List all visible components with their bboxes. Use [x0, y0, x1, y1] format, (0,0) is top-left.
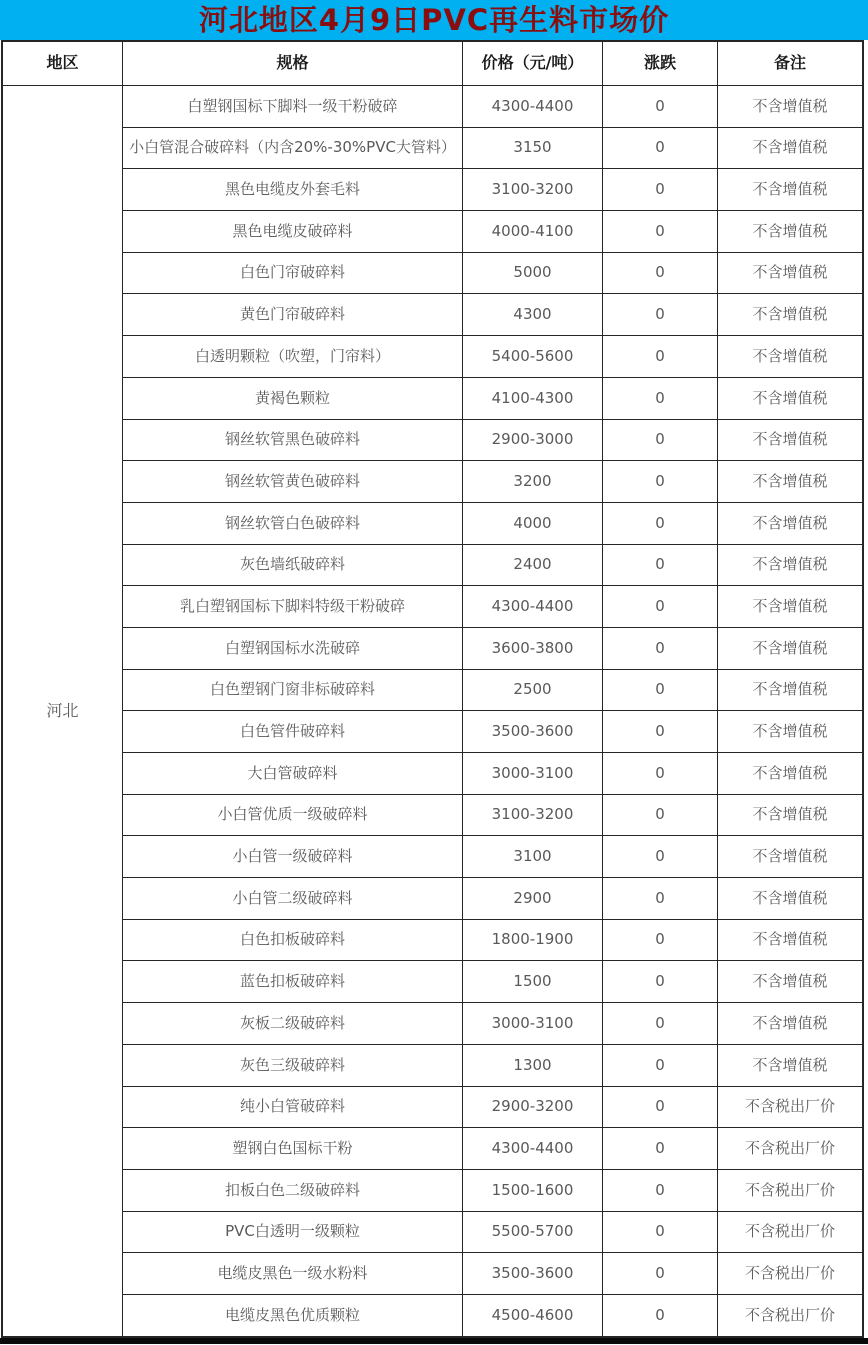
change-cell: 0	[603, 878, 717, 919]
price-cell: 2500	[463, 670, 602, 711]
change-cell: 0	[603, 1003, 717, 1044]
change-cell: 0	[603, 628, 717, 669]
price-cell: 3500-3600	[463, 711, 602, 752]
spec-cell: 黑色电缆皮破碎料	[123, 211, 462, 252]
spec-cell: 电缆皮黑色一级水粉料	[123, 1253, 462, 1294]
price-cell: 3200	[463, 461, 602, 502]
spec-cell: 白透明颗粒（吹塑，门帘料）	[123, 336, 462, 377]
page-title: 河北地区4月9日PVC再生料市场价	[198, 2, 670, 37]
region-cell: 河北	[3, 86, 122, 1336]
change-cell: 0	[603, 1170, 717, 1211]
spec-cell: 小白管优质一级破碎料	[123, 795, 462, 836]
remark-cell: 不含增值税	[718, 795, 862, 836]
price-cell: 1300	[463, 1045, 602, 1086]
change-cell: 0	[603, 1295, 717, 1336]
remark-cell: 不含增值税	[718, 836, 862, 877]
change-cell: 0	[603, 1212, 717, 1253]
price-table	[1, 40, 864, 1338]
change-cell: 0	[603, 836, 717, 877]
change-cell: 0	[603, 1253, 717, 1294]
spec-cell: 钢丝软管黑色破碎料	[123, 420, 462, 461]
remark-cell: 不含增值税	[718, 878, 862, 919]
remark-cell: 不含增值税	[718, 711, 862, 752]
remark-cell: 不含增值税	[718, 670, 862, 711]
spec-cell: 塑钢白色国标干粉	[123, 1128, 462, 1169]
col-header-change: 涨跌	[603, 42, 717, 85]
bottom-border-bar	[0, 1338, 868, 1344]
change-cell: 0	[603, 711, 717, 752]
spec-cell: 白塑钢国标水洗破碎	[123, 628, 462, 669]
remark-cell: 不含增值税	[718, 628, 862, 669]
change-cell: 0	[603, 961, 717, 1002]
price-cell: 4000-4100	[463, 211, 602, 252]
price-cell: 1800-1900	[463, 920, 602, 961]
price-cell: 3150	[463, 128, 602, 169]
remark-cell: 不含增值税	[718, 253, 862, 294]
price-cell: 4000	[463, 503, 602, 544]
spec-cell: 钢丝软管黄色破碎料	[123, 461, 462, 502]
spec-cell: 白色管件破碎料	[123, 711, 462, 752]
price-cell: 3100-3200	[463, 795, 602, 836]
remark-cell: 不含增值税	[718, 961, 862, 1002]
price-cell: 4300-4400	[463, 586, 602, 627]
price-cell: 3000-3100	[463, 753, 602, 794]
change-cell: 0	[603, 753, 717, 794]
remark-cell: 不含增值税	[718, 586, 862, 627]
col-header-remark: 备注	[718, 42, 862, 85]
spec-cell: 乳白塑钢国标下脚料特级干粉破碎	[123, 586, 462, 627]
price-cell: 4500-4600	[463, 1295, 602, 1336]
remark-cell: 不含增值税	[718, 128, 862, 169]
remark-cell: 不含增值税	[718, 86, 862, 127]
change-cell: 0	[603, 1128, 717, 1169]
change-cell: 0	[603, 294, 717, 335]
col-header-price: 价格（元/吨）	[463, 42, 602, 85]
remark-cell: 不含税出厂价	[718, 1087, 862, 1128]
change-cell: 0	[603, 795, 717, 836]
change-cell: 0	[603, 378, 717, 419]
remark-cell: 不含增值税	[718, 336, 862, 377]
change-cell: 0	[603, 253, 717, 294]
price-cell: 5400-5600	[463, 336, 602, 377]
spec-cell: 黄褐色颗粒	[123, 378, 462, 419]
change-cell: 0	[603, 670, 717, 711]
price-cell: 4100-4300	[463, 378, 602, 419]
spec-cell: PVC白透明一级颗粒	[123, 1212, 462, 1253]
spec-cell: 小白管混合破碎料（内含20%-30%PVC大管料）	[123, 128, 462, 169]
spec-cell: 黄色门帘破碎料	[123, 294, 462, 335]
remark-cell: 不含增值税	[718, 420, 862, 461]
price-cell: 4300-4400	[463, 86, 602, 127]
price-cell: 2900	[463, 878, 602, 919]
spec-cell: 蓝色扣板破碎料	[123, 961, 462, 1002]
change-cell: 0	[603, 1045, 717, 1086]
remark-cell: 不含增值税	[718, 169, 862, 210]
price-cell: 2900-3000	[463, 420, 602, 461]
price-cell: 1500-1600	[463, 1170, 602, 1211]
remark-cell: 不含增值税	[718, 1003, 862, 1044]
price-cell: 3100	[463, 836, 602, 877]
remark-cell: 不含税出厂价	[718, 1170, 862, 1211]
change-cell: 0	[603, 169, 717, 210]
remark-cell: 不含增值税	[718, 378, 862, 419]
spec-cell: 电缆皮黑色优质颗粒	[123, 1295, 462, 1336]
spec-cell: 小白管二级破碎料	[123, 878, 462, 919]
col-header-region: 地区	[3, 42, 122, 85]
change-cell: 0	[603, 336, 717, 377]
spec-cell: 钢丝软管白色破碎料	[123, 503, 462, 544]
remark-cell: 不含增值税	[718, 461, 862, 502]
title-banner	[0, 0, 868, 40]
change-cell: 0	[603, 503, 717, 544]
remark-cell: 不含增值税	[718, 503, 862, 544]
change-cell: 0	[603, 461, 717, 502]
price-cell: 3100-3200	[463, 169, 602, 210]
spec-cell: 灰板二级破碎料	[123, 1003, 462, 1044]
remark-cell: 不含增值税	[718, 294, 862, 335]
spec-cell: 灰色三级破碎料	[123, 1045, 462, 1086]
price-cell: 2900-3200	[463, 1087, 602, 1128]
remark-cell: 不含税出厂价	[718, 1253, 862, 1294]
price-cell: 3500-3600	[463, 1253, 602, 1294]
col-header-spec: 规格	[123, 42, 462, 85]
price-cell: 3600-3800	[463, 628, 602, 669]
price-cell: 5000	[463, 253, 602, 294]
spec-cell: 纯小白管破碎料	[123, 1087, 462, 1128]
spec-cell: 小白管一级破碎料	[123, 836, 462, 877]
price-cell: 1500	[463, 961, 602, 1002]
change-cell: 0	[603, 920, 717, 961]
remark-cell: 不含增值税	[718, 545, 862, 586]
price-cell: 4300-4400	[463, 1128, 602, 1169]
spec-cell: 白色塑钢门窗非标破碎料	[123, 670, 462, 711]
spec-cell: 大白管破碎料	[123, 753, 462, 794]
change-cell: 0	[603, 545, 717, 586]
remark-cell: 不含税出厂价	[718, 1295, 862, 1336]
change-cell: 0	[603, 420, 717, 461]
spec-cell: 白塑钢国标下脚料一级干粉破碎	[123, 86, 462, 127]
remark-cell: 不含增值税	[718, 211, 862, 252]
change-cell: 0	[603, 86, 717, 127]
spec-cell: 白色扣板破碎料	[123, 920, 462, 961]
spec-cell: 白色门帘破碎料	[123, 253, 462, 294]
price-cell: 5500-5700	[463, 1212, 602, 1253]
remark-cell: 不含增值税	[718, 1045, 862, 1086]
spec-cell: 扣板白色二级破碎料	[123, 1170, 462, 1211]
remark-cell: 不含增值税	[718, 920, 862, 961]
change-cell: 0	[603, 1087, 717, 1128]
change-cell: 0	[603, 586, 717, 627]
price-cell: 2400	[463, 545, 602, 586]
price-cell: 4300	[463, 294, 602, 335]
change-cell: 0	[603, 128, 717, 169]
spec-cell: 灰色墙纸破碎料	[123, 545, 462, 586]
remark-cell: 不含增值税	[718, 753, 862, 794]
remark-cell: 不含税出厂价	[718, 1128, 862, 1169]
spec-cell: 黑色电缆皮外套毛料	[123, 169, 462, 210]
price-cell: 3000-3100	[463, 1003, 602, 1044]
change-cell: 0	[603, 211, 717, 252]
remark-cell: 不含税出厂价	[718, 1212, 862, 1253]
